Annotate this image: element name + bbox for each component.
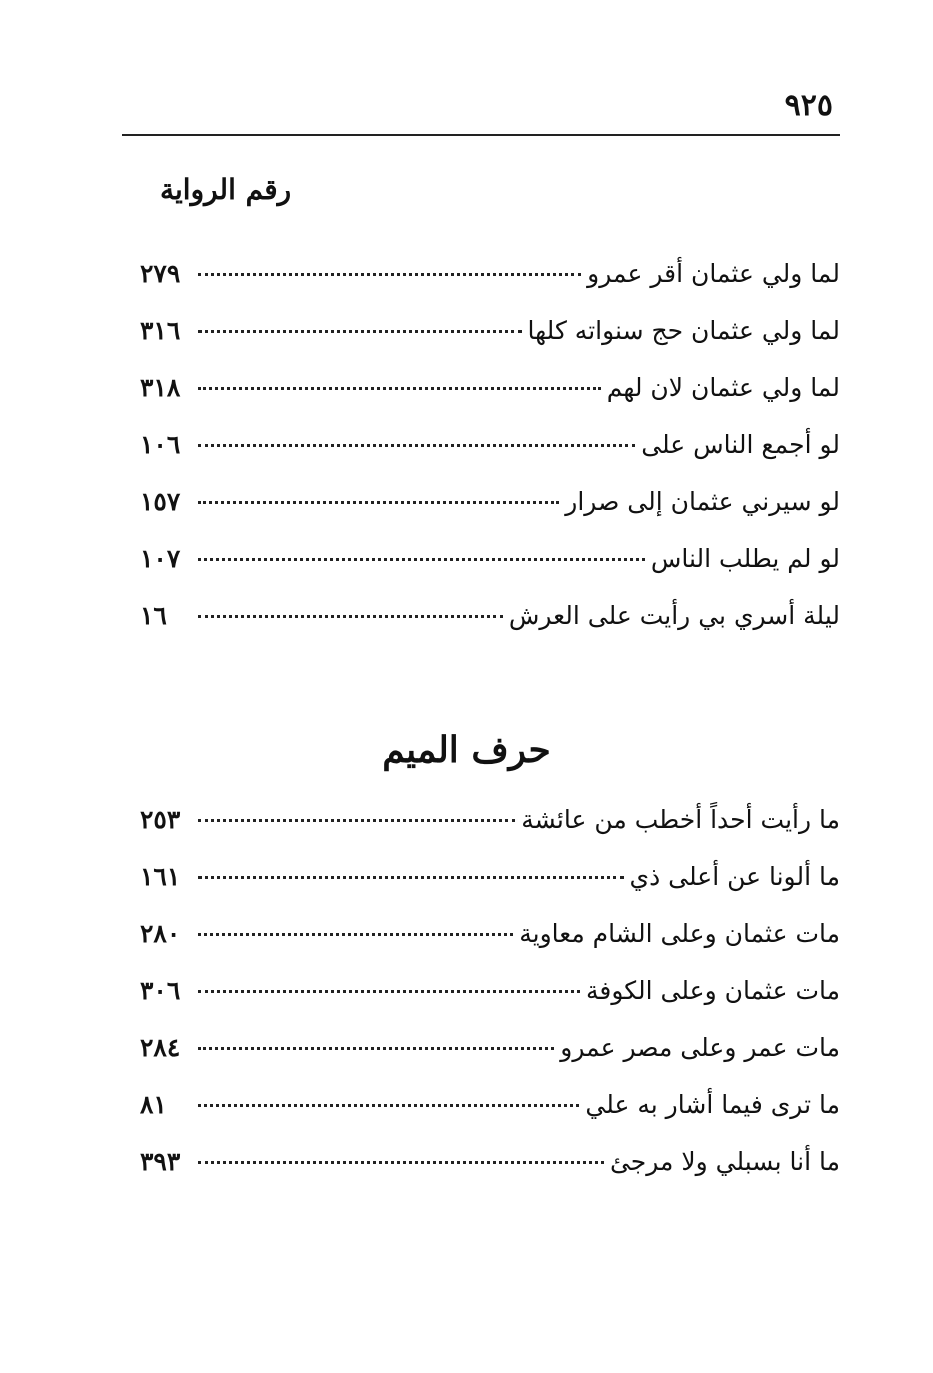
entry-text: مات عمر وعلى مصر عمرو xyxy=(560,1033,840,1062)
dot-leader xyxy=(198,273,581,276)
entry-text: لو لم يطلب الناس xyxy=(650,544,840,573)
entry-number: ١٦ xyxy=(140,601,167,630)
entry-number: ٣١٦ xyxy=(140,316,181,345)
dot-leader xyxy=(198,990,580,993)
index-entry xyxy=(140,1138,840,1195)
index-list-lam xyxy=(140,250,840,649)
index-entry xyxy=(140,967,840,1024)
entry-text: ما ترى فيما أشار به علي xyxy=(585,1090,840,1119)
column-header: رقم الرواية xyxy=(160,173,292,206)
dot-leader xyxy=(198,387,601,390)
dot-leader xyxy=(198,819,515,822)
entry-number: ٣٠٦ xyxy=(140,976,181,1005)
index-entry xyxy=(140,1024,840,1081)
entry-text: ما أنا بسبلي ولا مرجئ xyxy=(609,1147,840,1176)
entry-number: ١٥٧ xyxy=(140,487,181,516)
page-number: ٩٢٥ xyxy=(784,88,833,123)
index-entry xyxy=(140,307,840,364)
header-rule xyxy=(122,134,840,136)
dot-leader xyxy=(198,558,645,561)
entry-text: لما ولي عثمان لان لهم xyxy=(606,373,840,402)
entry-text: مات عثمان وعلى الكوفة xyxy=(585,976,840,1005)
dot-leader xyxy=(198,501,559,504)
entry-text: مات عثمان وعلى الشام معاوية xyxy=(519,919,840,948)
entry-text: ليلة أسري بي رأيت على العرش xyxy=(508,601,840,630)
entry-number: ٣١٨ xyxy=(140,373,181,402)
index-entry xyxy=(140,421,840,478)
entry-number: ٢٥٣ xyxy=(140,805,181,834)
entry-number: ١٠٦ xyxy=(140,430,181,459)
index-entry xyxy=(140,478,840,535)
entry-text: لو أجمع الناس على xyxy=(641,430,840,459)
entry-number: ٢٧٩ xyxy=(140,259,181,288)
index-list-mim xyxy=(140,796,840,1195)
entry-number: ١٠٧ xyxy=(140,544,181,573)
dot-leader xyxy=(198,330,522,333)
index-entry xyxy=(140,250,840,307)
entry-number: ١٦١ xyxy=(140,862,181,891)
index-entry xyxy=(140,592,840,649)
dot-leader xyxy=(198,1161,604,1164)
index-entry xyxy=(140,910,840,967)
entry-text: ما رأيت أحداً أخطب من عائشة xyxy=(521,805,840,834)
entry-text: لما ولي عثمان حج سنواته كلها xyxy=(527,316,840,345)
entry-text: لو سيرني عثمان إلى صرار xyxy=(565,487,840,516)
dot-leader xyxy=(198,876,624,879)
dot-leader xyxy=(198,1047,554,1050)
index-entry xyxy=(140,853,840,910)
dot-leader xyxy=(198,1104,579,1107)
index-entry xyxy=(140,796,840,853)
index-entry xyxy=(140,1081,840,1138)
entry-text: لما ولي عثمان أقر عمرو xyxy=(587,259,840,288)
entry-text: ما ألونا عن أعلى ذي xyxy=(629,862,840,891)
entry-number: ٣٩٣ xyxy=(140,1147,181,1176)
index-entry xyxy=(140,364,840,421)
dot-leader xyxy=(198,615,503,618)
entry-number: ٨١ xyxy=(140,1090,167,1119)
entry-number: ٢٨٤ xyxy=(140,1033,181,1062)
entry-number: ٢٨٠ xyxy=(140,919,181,948)
section-title: حرف الميم xyxy=(382,729,551,771)
index-entry xyxy=(140,535,840,592)
dot-leader xyxy=(198,444,635,447)
dot-leader xyxy=(198,933,513,936)
